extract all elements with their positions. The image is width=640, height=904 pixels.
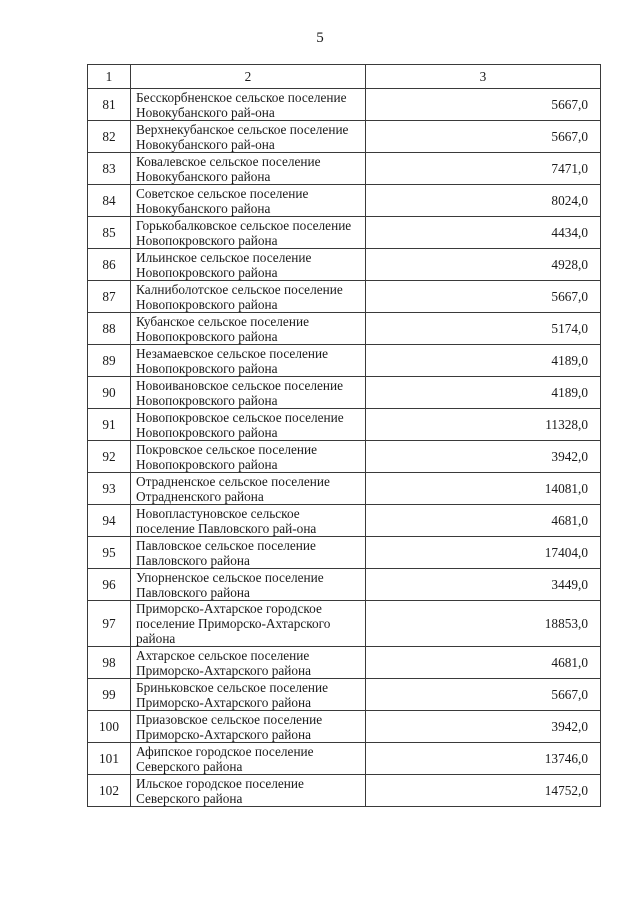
allocation-value: 14081,0: [366, 473, 601, 505]
allocation-value: 13746,0: [366, 743, 601, 775]
table-row: [88, 377, 601, 409]
table-row: [88, 537, 601, 569]
row-number: 82: [88, 121, 131, 153]
table-row: [88, 711, 601, 743]
allocation-value: 3942,0: [366, 441, 601, 473]
row-number: 100: [88, 711, 131, 743]
allocation-value: 4189,0: [366, 377, 601, 409]
table-row: [88, 679, 601, 711]
table-row: [88, 505, 601, 537]
table-row: [88, 441, 601, 473]
settlement-table: [87, 64, 601, 807]
row-number: 86: [88, 249, 131, 281]
settlement-name: Верхнекубанское сельское поселение Новокубанского рай-она: [131, 121, 366, 153]
allocation-value: 5174,0: [366, 313, 601, 345]
row-number: 87: [88, 281, 131, 313]
settlement-name: Бесскорбненское сельское поселение Новокубанского рай-она: [131, 89, 366, 121]
allocation-value: 3942,0: [366, 711, 601, 743]
row-number: 95: [88, 537, 131, 569]
table-row: [88, 409, 601, 441]
allocation-value: 14752,0: [366, 775, 601, 807]
allocation-value: 4189,0: [366, 345, 601, 377]
row-number: 84: [88, 185, 131, 217]
allocation-value: 5667,0: [366, 679, 601, 711]
settlement-name: Афипское городское поселение Северского района: [131, 743, 366, 775]
allocation-value: 8024,0: [366, 185, 601, 217]
column-header-2: 2: [131, 65, 366, 89]
settlement-name: Отрадненское сельское поселение Отрадненского района: [131, 473, 366, 505]
settlement-name: Бриньковское сельское поселение Приморско-Ахтарского района: [131, 679, 366, 711]
settlement-name: Ильинское сельское поселение Новопокровского района: [131, 249, 366, 281]
row-number: 81: [88, 89, 131, 121]
settlement-name: Новопокровское сельское поселение Новопокровского района: [131, 409, 366, 441]
settlement-name: Приморско-Ахтарское городское поселение Приморско-Ахтарского района: [131, 601, 366, 647]
row-number: 97: [88, 601, 131, 647]
column-header-3: 3: [366, 65, 601, 89]
table-row: [88, 249, 601, 281]
table-header-row: [88, 65, 601, 89]
table-row: [88, 153, 601, 185]
settlement-name: Горькобалковское сельское поселение Новопокровского района: [131, 217, 366, 249]
row-number: 92: [88, 441, 131, 473]
settlement-name: Павловское сельское поселение Павловского района: [131, 537, 366, 569]
allocation-value: 18853,0: [366, 601, 601, 647]
table-row: [88, 313, 601, 345]
settlement-name: Кубанское сельское поселение Новопокровского района: [131, 313, 366, 345]
allocation-value: 4434,0: [366, 217, 601, 249]
row-number: 94: [88, 505, 131, 537]
settlement-name: Упорненское сельское поселение Павловского района: [131, 569, 366, 601]
column-header-1: 1: [88, 65, 131, 89]
page-number: 5: [316, 30, 324, 46]
allocation-value: 3449,0: [366, 569, 601, 601]
allocation-value: 7471,0: [366, 153, 601, 185]
settlement-name: Ковалевское сельское поселение Новокубанского района: [131, 153, 366, 185]
table-row: [88, 775, 601, 807]
settlement-name: Новопластуновское сельское поселение Павловского рай-она: [131, 505, 366, 537]
row-number: 96: [88, 569, 131, 601]
settlement-name: Советское сельское поселение Новокубанского района: [131, 185, 366, 217]
settlement-name: Калниболотское сельское поселение Новопокровского района: [131, 281, 366, 313]
allocation-value: 11328,0: [366, 409, 601, 441]
allocation-value: 5667,0: [366, 281, 601, 313]
table-row: [88, 345, 601, 377]
row-number: 89: [88, 345, 131, 377]
row-number: 102: [88, 775, 131, 807]
row-number: 85: [88, 217, 131, 249]
allocation-value: 4681,0: [366, 505, 601, 537]
settlement-name: Ильское городское поселение Северского района: [131, 775, 366, 807]
row-number: 90: [88, 377, 131, 409]
table-row: [88, 89, 601, 121]
row-number: 99: [88, 679, 131, 711]
settlement-name: Покровское сельское поселение Новопокровского района: [131, 441, 366, 473]
table-row: [88, 121, 601, 153]
settlement-name: Приазовское сельское поселение Приморско-Ахтарского района: [131, 711, 366, 743]
table-row: [88, 743, 601, 775]
settlement-name: Ахтарское сельское поселение Приморско-Ахтарского района: [131, 647, 366, 679]
table-row: [88, 647, 601, 679]
table-row: [88, 569, 601, 601]
table-row: [88, 185, 601, 217]
row-number: 91: [88, 409, 131, 441]
allocation-value: 5667,0: [366, 121, 601, 153]
allocation-value: 5667,0: [366, 89, 601, 121]
row-number: 93: [88, 473, 131, 505]
row-number: 98: [88, 647, 131, 679]
table-row: [88, 281, 601, 313]
allocation-value: 17404,0: [366, 537, 601, 569]
table-row: [88, 473, 601, 505]
settlement-name: Незамаевское сельское поселение Новопокровского района: [131, 345, 366, 377]
table-row: [88, 601, 601, 647]
table-row: [88, 217, 601, 249]
row-number: 83: [88, 153, 131, 185]
row-number: 88: [88, 313, 131, 345]
allocation-value: 4928,0: [366, 249, 601, 281]
allocation-value: 4681,0: [366, 647, 601, 679]
settlement-name: Новоивановское сельское поселение Новопокровского района: [131, 377, 366, 409]
row-number: 101: [88, 743, 131, 775]
